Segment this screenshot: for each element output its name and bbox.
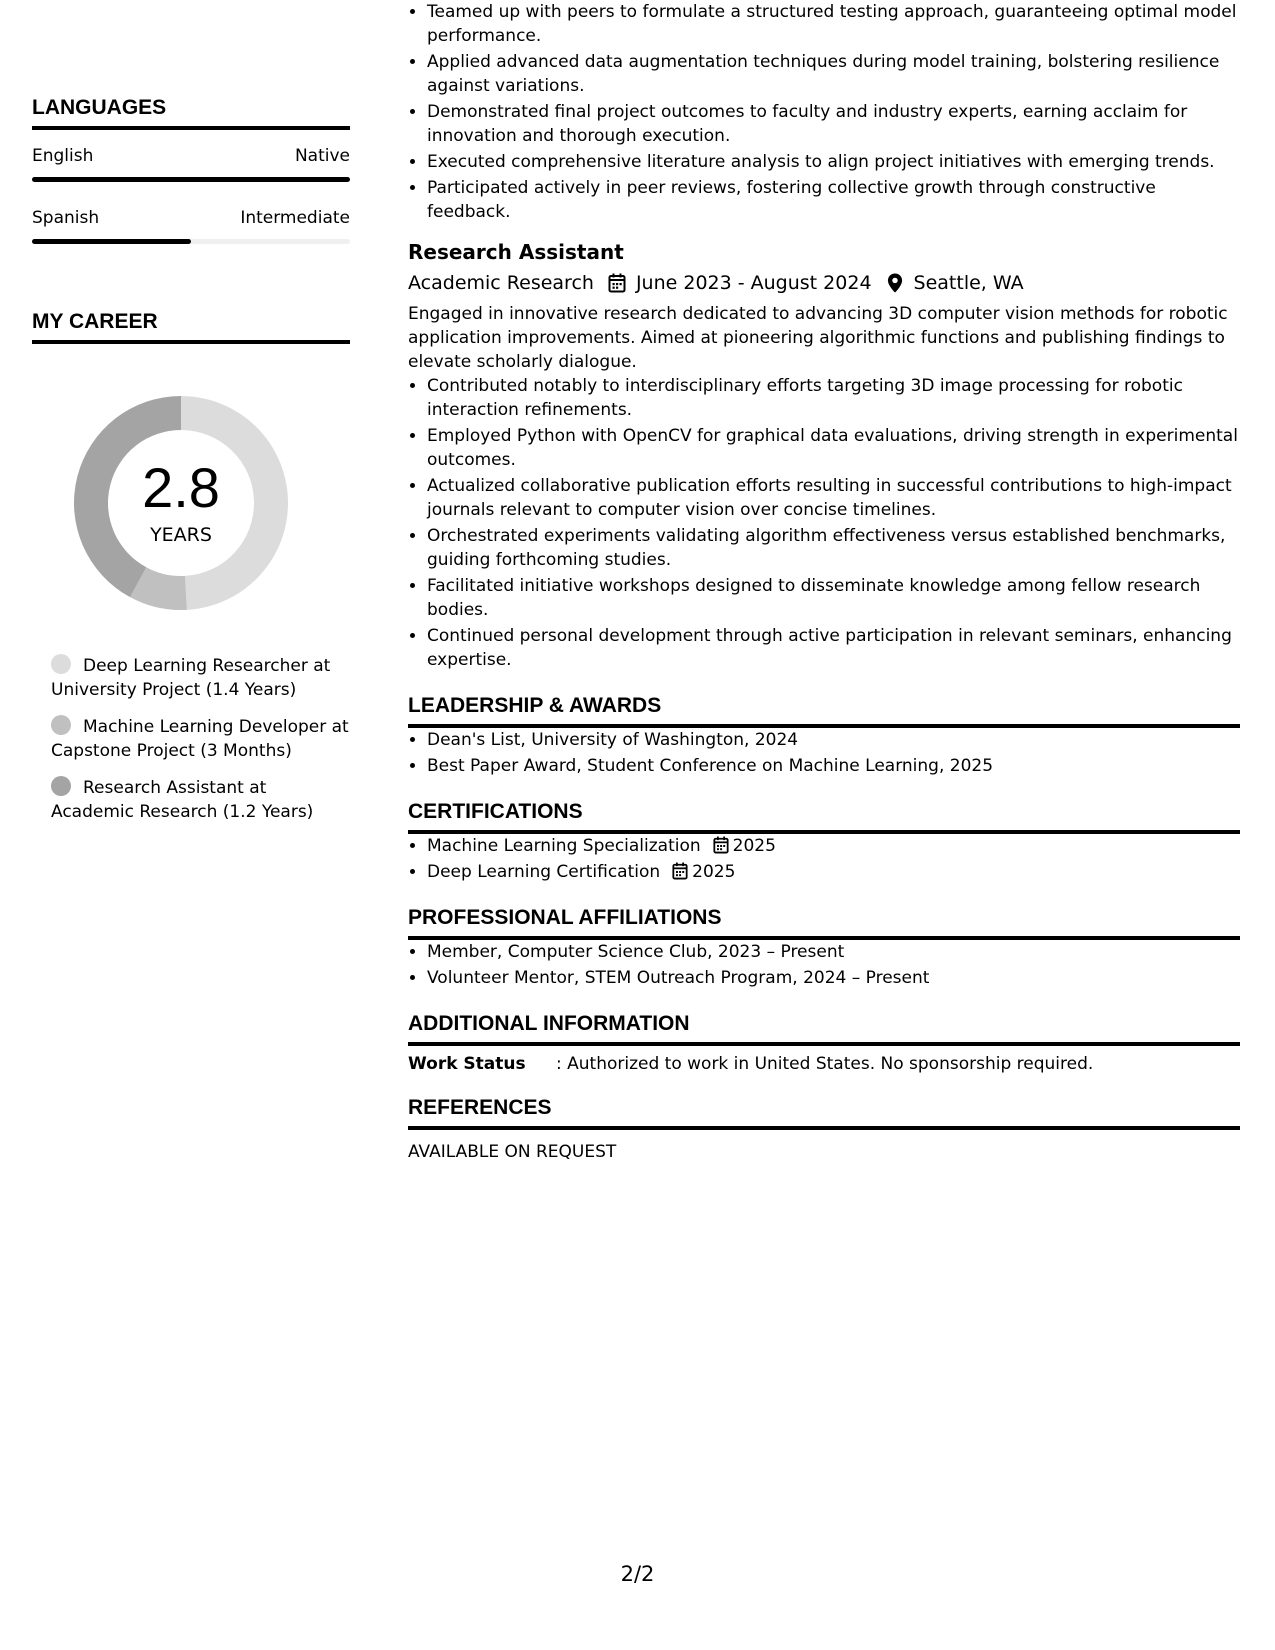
job-meta [408, 272, 1240, 294]
career-donut-chart [66, 388, 296, 618]
list-item: • Orchestrated experiments validating algorithm effectiveness versus established benchmarks, guiding forthcoming studies. [427, 524, 1240, 572]
list-item: • Participated actively in peer reviews, fostering collective growth through constructive feedback. [427, 176, 1240, 224]
references-text: AVAILABLE ON REQUEST [408, 1142, 617, 1162]
list-item: • Executed comprehensive literature analysis to align project initiatives with emerging trends. [427, 150, 1240, 174]
language-item [32, 146, 350, 182]
list-item: • Facilitated initiative workshops designed to disseminate knowledge among fellow research bodies. [427, 574, 1240, 622]
job-company: Academic Research [408, 272, 594, 294]
leadership-list [408, 728, 1240, 778]
certifications-list [408, 834, 1240, 884]
certification-name: Deep Learning Certification [427, 862, 661, 882]
calendar-icon [608, 273, 626, 293]
language-name: English [32, 146, 94, 166]
career-legend [51, 654, 350, 824]
languages-heading: LANGUAGES [32, 96, 350, 130]
language-proficiency-fill [32, 239, 191, 244]
calendar-icon [713, 836, 729, 854]
career-total-years: 2.8 [142, 456, 220, 519]
work-status-row [408, 1054, 1240, 1074]
calendar-icon [672, 862, 688, 880]
job-description: Engaged in innovative research dedicated to advancing 3D computer vision methods for robotic application improvements. Aimed at pioneering algorithmic functions and publishing findings to elevate scholarly dialogue. [408, 304, 1228, 372]
legend-dot-icon [51, 654, 71, 674]
legend-dot-icon [51, 776, 71, 796]
location-pin-icon [886, 273, 904, 293]
list-item: • Applied advanced data augmentation techniques during model training, bolstering resilience against variations. [427, 50, 1240, 98]
career-legend-item [51, 715, 350, 763]
page-number: 2/2 [620, 1562, 655, 1586]
leadership-heading: LEADERSHIP & AWARDS [408, 694, 1240, 728]
language-proficiency-bar [32, 177, 350, 182]
job-bullets [408, 374, 1240, 672]
job-location: Seattle, WA [913, 272, 1024, 294]
affiliations-list [408, 940, 1240, 990]
certification-year: 2025 [692, 862, 736, 882]
additional-info-heading: ADDITIONAL INFORMATION [408, 1012, 1240, 1046]
career-heading: MY CAREER [32, 310, 350, 344]
language-item [32, 208, 350, 244]
language-level: Intermediate [240, 208, 350, 228]
work-status-label: Work Status [408, 1054, 526, 1074]
job-dates: June 2023 - August 2024 [635, 272, 872, 294]
certification-name: Machine Learning Specialization [427, 836, 701, 856]
language-proficiency-fill [32, 177, 350, 182]
list-item: • Continued personal development through active participation in relevant seminars, enhancing expertise. [427, 624, 1240, 672]
language-level: Native [294, 146, 350, 166]
list-item: • Actualized collaborative publication efforts resulting in successful contributions to high-impact journals relevant to computer vision over concise timelines. [427, 474, 1240, 522]
list-item: • Employed Python with OpenCV for graphical data evaluations, driving strength in experimental outcomes. [427, 424, 1240, 472]
list-item: • Demonstrated final project outcomes to faculty and industry experts, earning acclaim for innovation and thorough execution. [427, 100, 1240, 148]
list-item [427, 860, 1240, 884]
main-column [408, 0, 1240, 1162]
language-proficiency-bar [32, 239, 350, 244]
career-legend-item [51, 776, 350, 824]
career-legend-text: Deep Learning Researcher at University Project (1.4 Years) [51, 656, 331, 700]
list-item: • Dean's List, University of Washington, 2024 [427, 728, 1240, 752]
references-heading: REFERENCES [408, 1096, 1240, 1130]
job-title: Research Assistant [408, 240, 624, 264]
career-total-unit: YEARS [150, 524, 212, 546]
list-item: • Teamed up with peers to formulate a structured testing approach, guaranteeing optimal model performance. [427, 0, 1240, 48]
legend-dot-icon [51, 715, 71, 735]
affiliations-heading: PROFESSIONAL AFFILIATIONS [408, 906, 1240, 940]
previous-job-bullets [408, 0, 1240, 224]
list-item: • Best Paper Award, Student Conference on Machine Learning, 2025 [427, 754, 1240, 778]
certifications-heading: CERTIFICATIONS [408, 800, 1240, 834]
list-item: • Contributed notably to interdisciplinary efforts targeting 3D image processing for robotic interaction refinements. [427, 374, 1240, 422]
sidebar [32, 0, 350, 837]
work-status-value: : Authorized to work in United States. No sponsorship required. [556, 1054, 1094, 1074]
list-item [427, 834, 1240, 858]
career-legend-text: Research Assistant at Academic Research (1.2 Years) [51, 778, 314, 822]
list-item: • Volunteer Mentor, STEM Outreach Program, 2024 – Present [427, 966, 1240, 990]
list-item: • Member, Computer Science Club, 2023 – Present [427, 940, 1240, 964]
certification-year: 2025 [732, 836, 776, 856]
career-legend-text: Machine Learning Developer at Capstone Project (3 Months) [51, 717, 349, 761]
language-name: Spanish [32, 208, 100, 228]
career-legend-item [51, 654, 350, 702]
